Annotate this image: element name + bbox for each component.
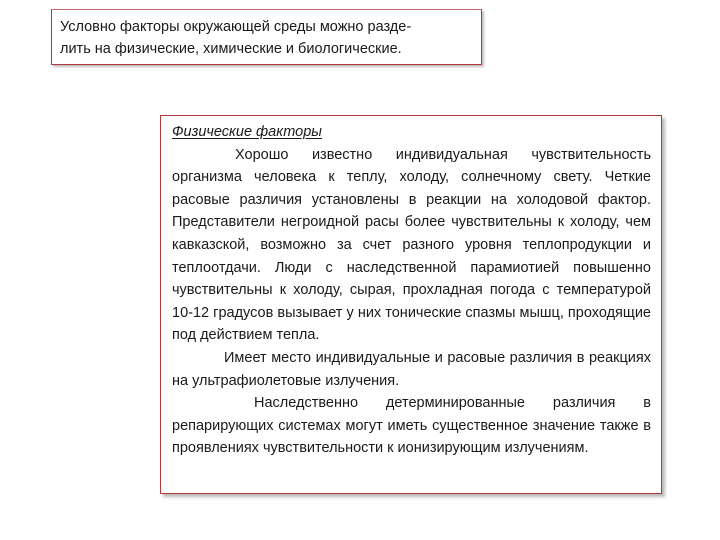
intro-text-box [51,9,482,65]
paragraph-ultraviolet: Имеет место индивидуальные и расовые различия в реакциях на ультрафиолетовые излучения. [172,349,651,389]
physical-factors-box [160,115,662,494]
paragraph-thermal-sensitivity: Хорошо известно индивидуальная чувствительность организма человека к теплу, холоду, солнечному свету. Четкие расовые различия установлены в реакции на холодовой фактор. Представители негроидной расы более чувствительны к холоду, чем кавказской, возможно за счет разного уровня теплопродукции и теплоотдачи. Люди с наследственной парамиотией повышенно чувствительны к холоду, сырая, прохладная погода с температурой 10-12 градусов вызывает у них тонические спазмы мышц, проходящие под действием тепла. [172,146,651,344]
intro-line-1: Условно факторы окружающей среды можно разде- [60,19,412,35]
intro-line-2: лить на физические, химические и биологические. [60,41,402,57]
section-title: Физические факторы [172,124,322,140]
paragraph-ionizing: Наследственно детерминированные различия в репарирующих системах могут иметь существенное значение также в проявлениях чувствительности к ионизирующим излучениям. [172,395,651,457]
